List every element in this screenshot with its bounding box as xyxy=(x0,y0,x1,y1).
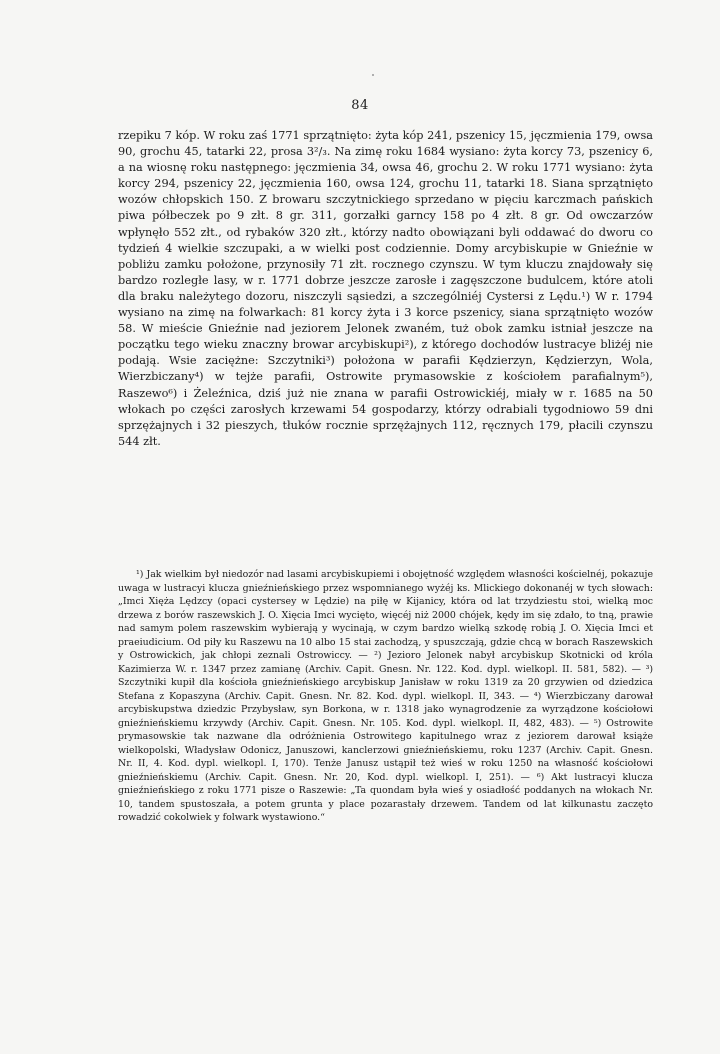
footnote-text: ¹) Jak wielkim był niedozór nad lasami arcybiskupiemi i obojętność względem własności kościelnéj, pokazuje uwaga w lustracyi klucza gnieźnieńskiego przez wspomnianego wyżéj ks. Mlickiego dokonanéj w tych słowach: „Imci Xięża Lędzcy (opaci cystersey w Lędzie) na piłę w Kijanicy, która od lat trzydziestu stoi, wielką moc drzewa z borów raszewskich J. O. Xięcia Imci wycięto, więcéj niż 2000 chójek, kędy im się zdało, to tną, prawie nad samym polem raszewskim wybierają y wycinają, w czym bardzo wielką szkodę robią J. O. Xięcia Imci et praeiudicium. Od piły ku Raszewu na 10 albo 15 stai zachodzą, y spuszczają, gdzie chcą w borach Raszewskich y Ostrowickich, jak chłopi zeznali Ostrowiccy. — ²) Jezioro Jelonek nabył arcybiskup Skotnicki od króla Kazimierza W. r. 1347 przez zamianę (Archiv. Capit. Gnesn. Nr. 122. Kod. dypl. wielkopl. II. 581, 582). — ³) Szczytniki kupił dla kościoła gnieźnieńskiego arcybiskup Janisław w roku 1319 za 20 grzywien od dziedzica Stefana z Kopaszyna (Archiv. Capit. Gnesn. Nr. 82. Kod. dypl. wielkopl. II, 343. — ⁴) Wierzbiczany darował arcybiskupstwa dziedzic Przybysław, syn Borkona, w r. 1318 jako wynagrodzenie za wyrządzone kościołowi gnieźnieńskiemu krzywdy (Archiv. Capit. Gnesn. Nr. 105. Kod. dypl. wielkopl. II, 482, 483). — ⁵) Ostrowite prymasowskie tak nazwane dla odróżnienia Ostrowitego kapitulnego wraz z jeziorem darował książe wielkopolski, Władysław Odonicz, Januszowi, kanclerzowi gnieźnieńskiemu, roku 1237 (Archiv. Capit. Gnesn. Nr. II, 4. Kod. dypl. wielkopl. I, 170). Tenże Janusz ustąpił też wieś w roku 1250 na własność kościołowi gnieźnieńskiemu (Archiv. Capit. Gnesn. Nr. 20, Kod. dypl. wielkopl. I, 251). — ⁶) Akt lustracyi klucza gnieźnieńskiego z roku 1771 pisze o Raszewie: „Ta quondam była wieś y osiadłość poddanych na włokach Nr. 10, tandem spustoszała, a potem grunta y place pozarastały drzewem. Tandem od lat kilkunastu zaczęto rowadzić cokolwiek y folwark wystawiono.“ xyxy=(118,569,653,823)
main-text: rzepiku 7 kóp. W roku zaś 1771 sprzątnięto: żyta kóp 241, pszenicy 15, jęczmienia 179, owsa 90, grochu 45, tatarki 22, prosa 3²/₃. Na zimę roku 1684 wysiano: żyta korcy 73, pszenicy 6, a na wiosnę roku następnego: jęczmienia 34, owsa 46, grochu 2. W roku 1771 wysiano: żyta korcy 294, pszenicy 22, jęczmienia 160, owsa 124, grochu 11, tatarki 18. Siana sprzątnięto wozów chłopskich 150. Z browaru szczytnickiego sprzedano w pięciu karczmach pańskich piwa półbeczek po 9 złt. 8 gr. 311, gorzałki garncy 158 po 4 złt. 8 gr. Od owczarzów wpłynęło 552 złt., od rybaków 320 złt., którzy nadto obowiązani byli oddawać do dworu co tydzień 4 wielkie szczupaki, a w wielki post codziennie. Domy arcybiskupie w Gnieźnie w pobliżu zamku położone, przynosiły 71 złt. rocznego czynszu. W tym kluczu znajdowały się bardzo rozległe lasy, w r. 1771 dobrze jeszcze zarosłe i zagęszczone budulcem, które atoli dla braku należytego dozoru, niszczyli sąsiedzi, a szczególniéj Cystersi z Lędu.¹) W r. 1794 wysiano na zimę na folwarkach: 81 korcy żyta i 3 korce pszenicy, siana sprzątnięto wozów 58. W mieście Gnieźnie nad jeziorem Jelonek zwaném, tuż obok zamku istniał jeszcze na początku tego wieku znaczny browar arcybiskupi²), z którego dochodów lustracye bliżéj nie podają. Wsie zaciężne: Szczytniki³) położona w parafii Kędzierzyn, Kędzierzyn, Wola, Wierzbiczany⁴) w tejże parafii, Ostrowite prymasowskie z kościołem parafialnym⁵), Raszewo⁶) i Żeleźnica, dziś już nie znana w parafii Ostrowickiéj, miały w r. 1685 na 50 włokach po części zarosłych krzewami 54 gospodarzy, którzy odrabiali tygodniowo 59 dni sprzężajnych i 32 pieszych, tłuków rocznie sprzężajnych 112, ręcznych 179, płacili czynszu 544 złt. xyxy=(118,129,653,448)
footnotes xyxy=(118,568,653,825)
page-number: 84 xyxy=(351,98,369,113)
paper-speck xyxy=(372,74,374,76)
